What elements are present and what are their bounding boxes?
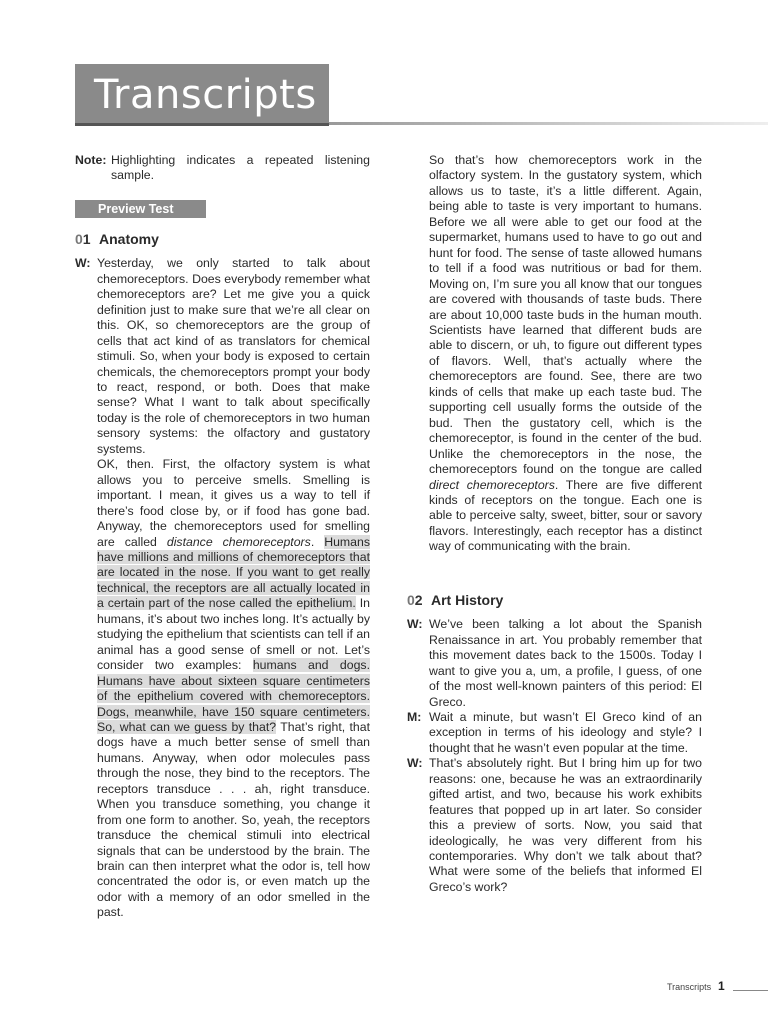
term-distance-chemoreceptors: distance chemoreceptors xyxy=(166,534,311,549)
paragraph-1: Yesterday, we only started to talk about chemoreceptors. Does everybody remember what chemoreceptors are? Let me give you a quick definition just to make sure that we’re all clear on this. OK, so chemoreceptors are the group of cells that act kind of as translators for chemical stimuli. So, when your body is exposed to certain chemicals, the chemoreceptors prompt your body to react, respond, or both. Does that make sense? What I want to talk about specifically today is the role of chemoreceptors in two human sensory systems: the olfactory and gustatory systems. xyxy=(97,256,370,456)
section-heading-anatomy xyxy=(75,232,370,247)
utterance: That’s absolutely right. But I bring him up for two reasons: one, because he was an extraordinarily gifted artist, and two, because his work exhibits features that popped up in art later. So consider this a preview of sorts. Now, you said that ideologically, he was very different from his contemporaries. Why don’t we talk about that? What were some of the beliefs that informed El Greco’s work? xyxy=(429,756,702,894)
utterance xyxy=(97,256,370,457)
section-heading-art-history xyxy=(407,593,702,608)
page-number: 1 xyxy=(718,979,725,993)
utterance: Wait a minute, but wasn’t El Greco kind of an exception in terms of his ideology and style? I thought that he wasn’t even popular at the time. xyxy=(429,709,702,755)
section-title: Art History xyxy=(431,591,504,608)
speaker-label: W: xyxy=(407,756,423,771)
paragraph-3: So that’s how chemoreceptors work in the olfactory system. In the gustatory system, which allows us to taste, it’s a little different. Again, being able to taste is very important to humans. Before we all were able to get our food at the supermarket, humans used to have to go out and hunt for food. The sense of taste allowed humans to tell if a food was nutritious or bad for them. Moving on, I’m sure you all know that our tongues are covered with thousands of taste buds. There are about 10,000 taste buds in the human mouth. Scientists have learned that different buds are able to discern, or uh, to figure out different types of flavors. Well, that’s actually where the chemoreceptors are found. See, there are two kinds of cells that make up each taste bud. The supporting cell usually forms the outside of the bud. Then the gustatory cell, which is the chemoreceptor, is found in the center of the bud. Unlike the chemoreceptors in the nose, the chemoreceptors found on the tongue are called direct chemoreceptors. There are five different kinds of receptors on the tongue. Each one is able to perceive salty, sweet, bitter, sour or savory flavors. Interestingly, each receptor has a distinct way of communicating with the brain. xyxy=(429,153,702,554)
section-title: Anatomy xyxy=(99,230,159,247)
footer-rule xyxy=(733,990,768,991)
title-underline-fade xyxy=(329,122,768,125)
footer-label: Transcripts xyxy=(667,982,712,992)
paragraph-2: OK, then. First, the olfactory system is what allows you to perceive smells. Smelling is important. I mean, it gives us a way to tell if there’s food close by, or if food has gone bad. Anyway, the chemoreceptors used for smelling are called distance chemoreceptors. Humans have millions and millions of chemoreceptors that are located in the nose. If you want to get really technical, the receptors are all actually located in a certain part of the nose called the epithelium. In humans, it’s about two inches long. It’s actually by studying the epithelium that scientists can tell if an animal has a good sense of smell or not. Let’s consider two examples: humans and dogs. Humans have about sixteen square centimeters of the epithelium covered with chemoreceptors. Dogs, meanwhile, have 150 square centimeters. So, what can we guess by that? That’s right, that dogs have a much better sense of smell than humans. Anyway, when odor molecules pass through the nose, they bind to the receptors. The receptors transduce . . . ah, right transduce. When you transduce something, you change it from one form to another. So, yeah, the receptors transduce the chemical stimuli into electrical signals that can be understood by the brain. The brain can then interpret what the odor is, tell how concentrated the odor is, or even match up the odor with a memory of an odor smelled in the past. xyxy=(97,457,370,920)
transcript-turn xyxy=(407,710,702,756)
right-column xyxy=(407,153,702,895)
page-title: Transcripts xyxy=(94,72,317,118)
note xyxy=(75,153,370,184)
title-underline-dark xyxy=(75,123,329,126)
term-direct-chemoreceptors: direct chemoreceptors xyxy=(429,477,555,492)
utterance: We’ve been talking a lot about the Spanish Renaissance in art. You probably remember that this movement dates back to the 1500s. Today I want to give you a, um, a profile, I guess, of one of the most well-known painters of this period: El Greco. xyxy=(429,617,702,709)
transcript-turn xyxy=(407,756,702,895)
section-number: 01 xyxy=(75,230,91,247)
transcript-turn xyxy=(75,256,370,457)
section-number: 02 xyxy=(407,591,423,608)
highlight-sample-2: humans and dogs. Humans have about sixteen square centimeters of the epithelium covered with chemoreceptors. Dogs, meanwhile, have 150 square centimeters. So, what can we guess by that? xyxy=(97,658,370,734)
left-column xyxy=(75,153,370,921)
transcript-turn xyxy=(407,617,702,710)
highlight-sample-1: Humans have millions and millions of chemoreceptors that are located in the nose. If you want to get really technical, the receptors are all actually located in a certain part of the nose called the epithelium. xyxy=(97,534,370,611)
speaker-label: M: xyxy=(407,709,422,724)
speaker-label: W: xyxy=(75,256,91,271)
note-text: Highlighting indicates a repeated listening sample. xyxy=(111,153,370,183)
preview-test-badge: Preview Test xyxy=(75,200,206,218)
note-label: Note: xyxy=(75,153,107,167)
speaker-label: W: xyxy=(407,617,423,632)
